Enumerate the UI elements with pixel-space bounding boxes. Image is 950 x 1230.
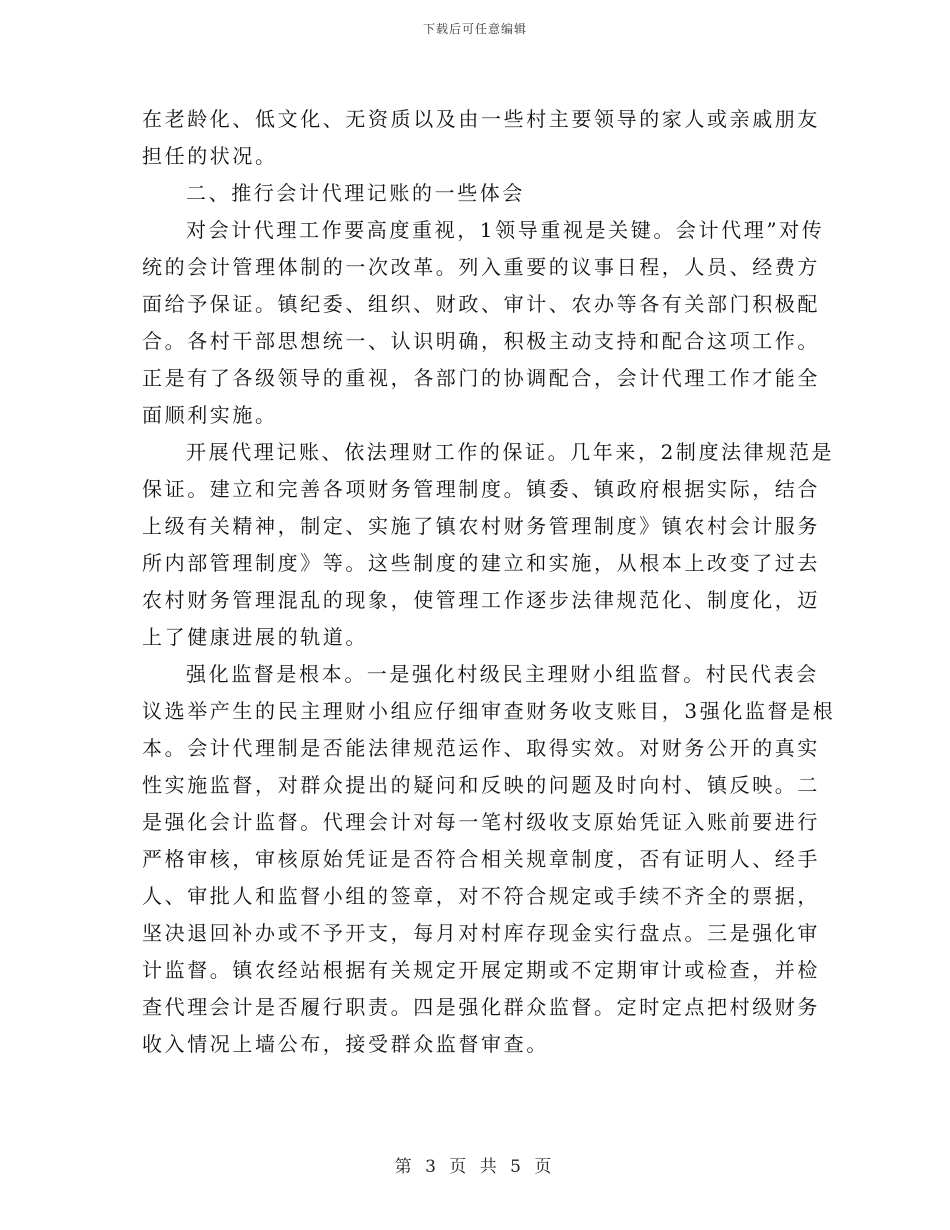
text-line: 严格审核，审核原始凭证是否符合相关规章制度，否有证明人、经手 — [142, 847, 820, 871]
text-line: 统的会计管理体制的一次改革。列入重要的议事日程，人员、经费方 — [142, 255, 820, 279]
text-line: 保证。建立和完善各项财务管理制度。镇委、镇政府根据实际，结合 — [142, 477, 820, 501]
text-line: 坚决退回补办或不予开支，每月对村库存现金实行盘点。三是强化审 — [142, 921, 820, 945]
document-body — [142, 101, 836, 1063]
text-line: 人、审批人和监督小组的签章，对不符合规定或手续不齐全的票据， — [142, 884, 820, 908]
section-heading: 二、推行会计代理记账的一些体会 — [186, 181, 525, 205]
page-header: 下载后可任意编辑 — [422, 22, 527, 36]
text-line: 正是有了各级领导的重视，各部门的协调配合，会计代理工作才能全 — [142, 366, 820, 390]
text-line: 上了健康进展的轨道。 — [142, 625, 368, 649]
text-line: 担任的状况。 — [142, 144, 278, 168]
text-line: 查代理会计是否履行职责。四是强化群众监督。定时定点把村级财务 — [142, 995, 820, 1019]
text-line: 上级有关精神，制定、实施了镇农村财务管理制度》镇农村会计服务 — [142, 514, 820, 538]
text-line: 在老龄化、低文化、无资质以及由一些村主要领导的家人或亲戚朋友 — [142, 107, 820, 131]
text-line: 性实施监督，对群众提出的疑问和反映的问题及时向村、镇反映。二 — [142, 773, 820, 797]
text-line: 强化监督是根本。一是强化村级民主理财小组监督。村民代表会 — [186, 662, 819, 686]
text-line: 是强化会计监督。代理会计对每一笔村级收支原始凭证入账前要进行 — [142, 810, 820, 834]
text-line: 对会计代理工作要高度重视，1领导重视是关键。会计代理”对传 — [186, 218, 825, 242]
text-line: 面给予保证。镇纪委、组织、财政、审计、农办等各有关部门积极配 — [142, 292, 820, 316]
text-line: 计监督。镇农经站根据有关规定开展定期或不定期审计或检查，并检 — [142, 958, 820, 982]
text-line: 合。各村干部思想统一、认识明确，积极主动支持和配合这项工作。 — [142, 329, 820, 353]
text-line: 所内部管理制度》等。这些制度的建立和实施，从根本上改变了过去 — [142, 551, 820, 575]
page-number: 第 3 页 共 5 页 — [394, 1157, 556, 1177]
text-line: 本。会计代理制是否能法律规范运作、取得实效。对财务公开的真实 — [142, 736, 820, 760]
text-line: 收入情况上墙公布，接受群众监督审查。 — [142, 1032, 549, 1056]
text-line: 议选举产生的民主理财小组应仔细审查财务收支账目，3强化监督是根 — [142, 699, 836, 723]
text-line: 面顺利实施。 — [142, 403, 278, 427]
text-line: 农村财务管理混乱的现象，使管理工作逐步法律规范化、制度化，迈 — [142, 588, 820, 612]
text-line: 开展代理记账、依法理财工作的保证。几年来，2制度法律规范是 — [186, 440, 835, 464]
